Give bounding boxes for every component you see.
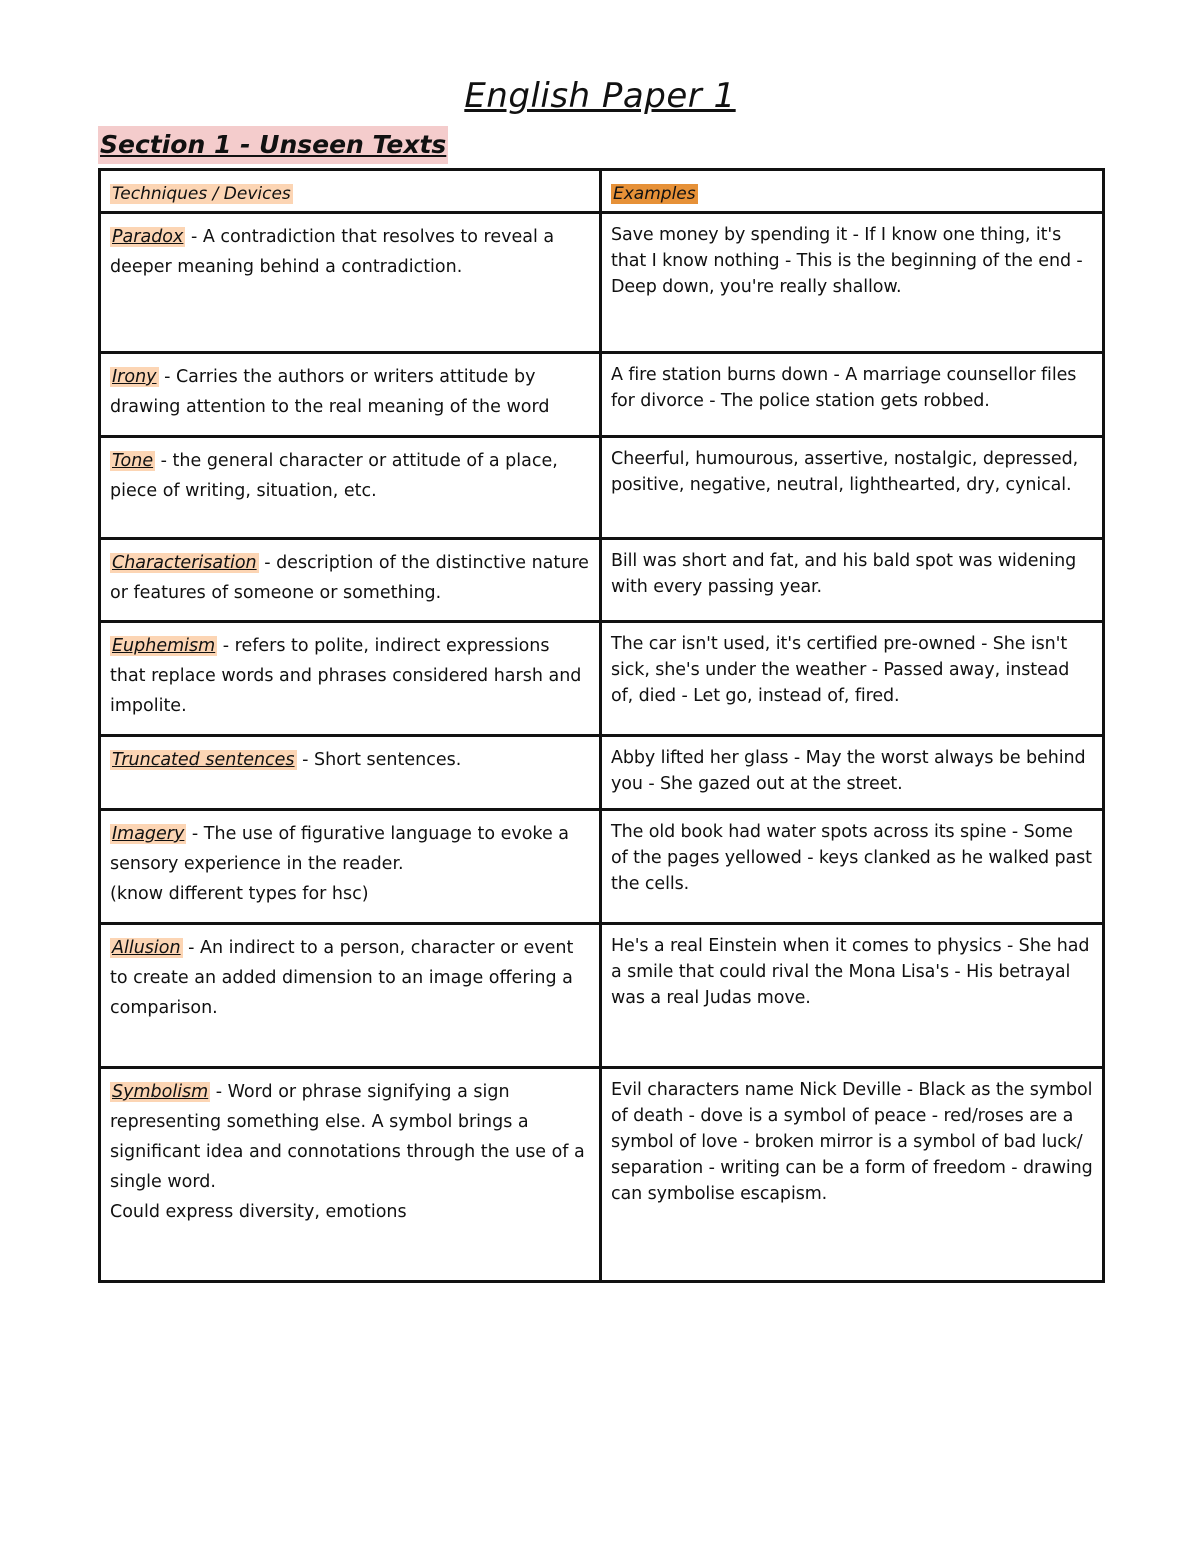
techniques-table [98,168,1105,1283]
technique-description: - The use of figurative language to evoke a sensory experience in the reader. [110,824,569,874]
technique-term: Irony [112,367,157,387]
table-row [100,353,1104,437]
example-cell: Save money by spending it - If I know one thing, it's that I know nothing - This is the beginning of the end - Deep down, you're really shallow. [601,213,1104,353]
table-row [100,736,1104,810]
table-row [100,1068,1104,1282]
header-examples-cell [601,170,1104,213]
technique-description: - Carries the authors or writers attitude by drawing attention to the real meaning of the word [110,367,550,417]
table-row [100,539,1104,622]
technique-description: - An indirect to a person, character or event to create an added dimension to an image offering a comparison. [110,938,574,1018]
example-cell: The car isn't used, it's certified pre-owned - She isn't sick, she's under the weather - Passed away, instead of, died - Let go, instead of, fired. [601,622,1104,736]
header-examples: Examples [613,184,696,204]
technique-note: (know different types for hsc) [110,884,369,904]
table-row [100,213,1104,353]
technique-note: Could express diversity, emotions [110,1202,407,1222]
technique-cell [100,736,601,810]
technique-cell [100,213,601,353]
technique-cell [100,539,601,622]
technique-term: Symbolism [112,1082,209,1102]
technique-cell [100,437,601,539]
table-row [100,924,1104,1068]
technique-cell [100,353,601,437]
example-cell: He's a real Einstein when it comes to physics - She had a smile that could rival the Mona Lisa's - His betrayal was a real Judas move. [601,924,1104,1068]
technique-description: - Short sentences. [296,750,462,770]
example-cell: Cheerful, humourous, assertive, nostalgic, depressed, positive, negative, neutral, lighthearted, dry, cynical. [601,437,1104,539]
section-heading: Section 1 - Unseen Texts [98,126,448,164]
table-row [100,437,1104,539]
technique-term: Euphemism [112,636,216,656]
example-cell: Bill was short and fat, and his bald spot was widening with every passing year. [601,539,1104,622]
header-techniques-cell [100,170,601,213]
example-cell: The old book had water spots across its spine - Some of the pages yellowed - keys clanked as he walked past the cells. [601,810,1104,924]
technique-cell [100,622,601,736]
table-header-row [100,170,1104,213]
technique-term: Truncated sentences [112,750,295,770]
technique-description: - A contradiction that resolves to reveal a deeper meaning behind a contradiction. [110,227,555,277]
technique-term: Tone [112,451,154,471]
table-row [100,810,1104,924]
technique-cell [100,810,601,924]
technique-description: - the general character or attitude of a place, piece of writing, situation, etc. [110,451,558,501]
technique-description: - description of the distinctive nature or features of someone or something. [110,553,589,603]
technique-cell [100,1068,601,1282]
technique-description: - Word or phrase signifying a sign representing something else. A symbol brings a significant idea and connotations through the use of a single word. [110,1082,585,1192]
example-cell: Abby lifted her glass - May the worst always be behind you - She gazed out at the street. [601,736,1104,810]
technique-term: Paradox [112,227,184,247]
header-techniques: Techniques / Devices [112,184,291,204]
technique-description: - refers to polite, indirect expressions that replace words and phrases considered harsh and impolite. [110,636,582,716]
technique-term: Allusion [112,938,181,958]
page-title: English Paper 1 [464,76,736,116]
table-row [100,622,1104,736]
technique-term: Imagery [112,824,185,844]
example-cell: Evil characters name Nick Deville - Black as the symbol of death - dove is a symbol of peace - red/roses are a symbol of love - broken mirror is a symbol of bad luck/ separation - writing can be a form of freedom - drawing can symbolise escapism. [601,1068,1104,1282]
technique-term: Characterisation [112,553,257,573]
technique-cell [100,924,601,1068]
example-cell: A fire station burns down - A marriage counsellor files for divorce - The police station gets robbed. [601,353,1104,437]
